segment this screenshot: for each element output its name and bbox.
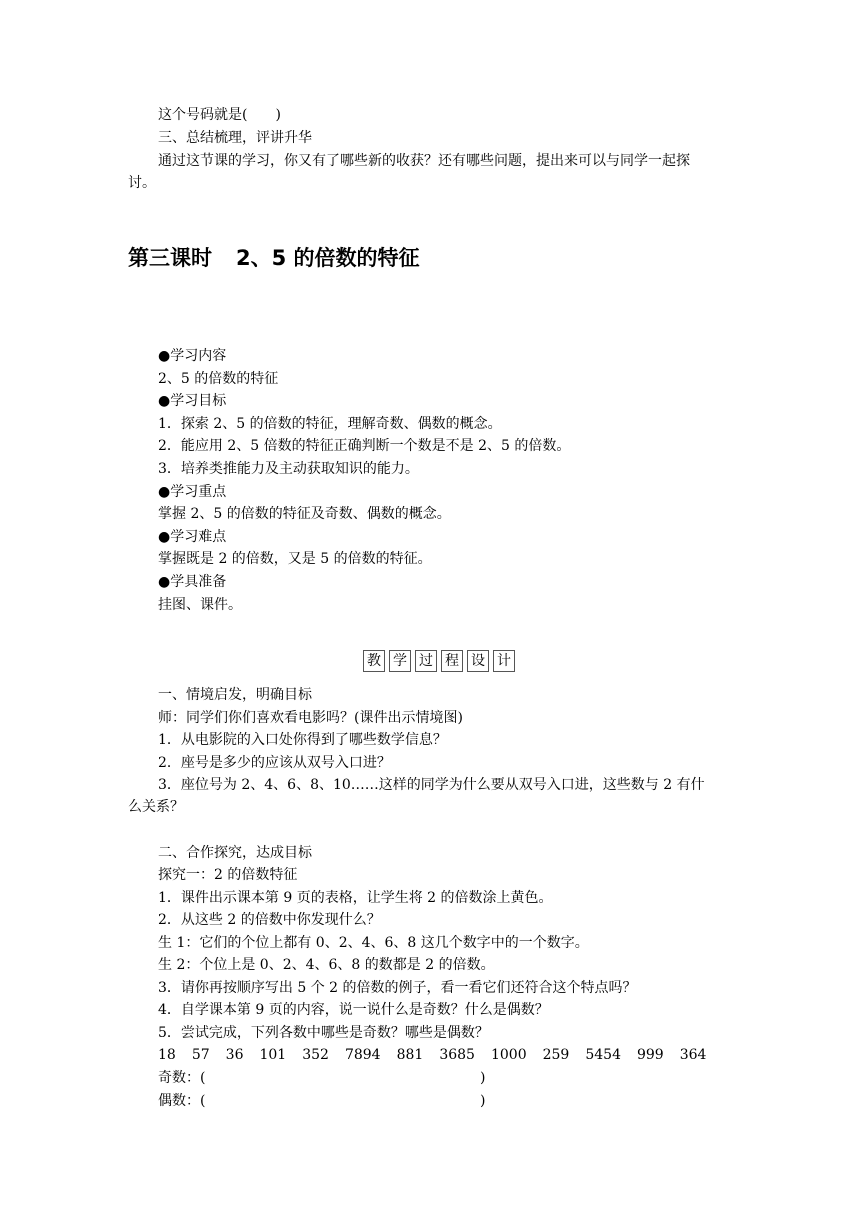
text-line: 4．自学课本第 9 页的内容，说一说什么是奇数？什么是偶数？ xyxy=(158,1002,549,1018)
number-item: 1000 xyxy=(490,1047,527,1063)
even-label: 偶数：( xyxy=(158,1093,206,1109)
number-list xyxy=(158,1044,722,1066)
number-item: 364 xyxy=(679,1047,707,1063)
paragraph-line: 3．座位号为 2、4、6、8、10……这样的同学为什么要从双号入口进，这些数与 2 有什 xyxy=(158,777,705,793)
design-title-char: 教 xyxy=(363,650,385,672)
design-title-char: 学 xyxy=(389,650,411,672)
text-line: 2．座号是多少的应该从双号入口进？ xyxy=(158,755,391,771)
lesson-title: 2、5 的倍数的特征 xyxy=(236,246,420,270)
text-line: 探究一：2 的倍数特征 xyxy=(158,867,298,883)
info-label: ●学习重点 xyxy=(158,484,227,500)
info-text: 掌握既是 2 的倍数，又是 5 的倍数的特征。 xyxy=(158,551,432,567)
lesson-heading xyxy=(128,243,420,273)
text-line: 生 2：个位上是 0、2、4、6、8 的数都是 2 的倍数。 xyxy=(158,957,495,973)
info-text: 3．培养类推能力及主动获取知识的能力。 xyxy=(158,461,419,477)
number-item: 881 xyxy=(396,1047,424,1063)
number-item: 352 xyxy=(302,1047,329,1063)
number-item: 7894 xyxy=(344,1047,381,1063)
info-text: 1．探索 2、5 的倍数的特征，理解奇数、偶数的概念。 xyxy=(158,416,502,432)
design-title-char: 过 xyxy=(415,650,437,672)
info-text: 掌握 2、5 的倍数的特征及奇数、偶数的概念。 xyxy=(158,506,451,522)
lesson-number: 第三课时 xyxy=(128,246,212,270)
info-label: ●学习目标 xyxy=(158,393,227,409)
text-line: 这个号码就是( ) xyxy=(158,107,281,123)
number-item: 999 xyxy=(636,1047,664,1063)
text-line: 3．请你再按顺序写出 5 个 2 的倍数的例子，看一看它们还符合这个特点吗？ xyxy=(158,980,637,996)
info-label: ●学具准备 xyxy=(158,574,227,590)
info-text: 挂图、课件。 xyxy=(158,597,242,613)
odd-label: 奇数：( xyxy=(158,1070,206,1086)
close-paren: ) xyxy=(480,1093,486,1109)
info-label: ●学习内容 xyxy=(158,348,227,364)
number-item: 57 xyxy=(191,1047,210,1063)
paragraph-line: 通过这节课的学习，你又有了哪些新的收获？还有哪些问题，提出来可以与同学一起探 xyxy=(158,153,690,169)
design-title-char: 计 xyxy=(493,650,515,672)
paragraph xyxy=(128,774,740,818)
text-line: 5．尝试完成，下列各数中哪些是奇数？哪些是偶数？ xyxy=(158,1025,489,1041)
number-item: 5454 xyxy=(585,1047,621,1063)
paragraph xyxy=(128,150,740,194)
number-item: 3685 xyxy=(439,1047,475,1063)
info-text: 2．能应用 2、5 倍数的特征正确判断一个数是不是 2、5 的倍数。 xyxy=(158,438,571,454)
paragraph-line: 讨。 xyxy=(128,175,156,191)
text-line: 师：同学们你们喜欢看电影吗？(课件出示情境图) xyxy=(158,710,463,726)
design-title-char: 设 xyxy=(467,650,489,672)
close-paren: ) xyxy=(480,1070,486,1086)
design-title-char: 程 xyxy=(441,650,463,672)
paragraph-line: 么关系？ xyxy=(128,799,184,815)
text-line: 2．从这些 2 的倍数中你发现什么？ xyxy=(158,912,381,928)
text-line: 1．从电影院的入口处你得到了哪些数学信息？ xyxy=(158,732,447,748)
number-item: 259 xyxy=(542,1047,570,1063)
number-item: 36 xyxy=(225,1047,244,1063)
section-title: 一、情境启发，明确目标 xyxy=(158,687,312,703)
section-title: 三、总结梳理，评讲升华 xyxy=(158,130,312,146)
info-label: ●学习难点 xyxy=(158,529,227,545)
section-title: 二、合作探究，达成目标 xyxy=(158,845,312,861)
design-title-boxes xyxy=(363,650,515,672)
text-line: 1．课件出示课本第 9 页的表格，让学生将 2 的倍数涂上黄色。 xyxy=(158,890,553,906)
number-item: 18 xyxy=(158,1047,176,1063)
info-text: 2、5 的倍数的特征 xyxy=(158,371,279,387)
number-item: 101 xyxy=(259,1047,287,1063)
text-line: 生 1：它们的个位上都有 0、2、4、6、8 这几个数字中的一个数字。 xyxy=(158,935,589,951)
